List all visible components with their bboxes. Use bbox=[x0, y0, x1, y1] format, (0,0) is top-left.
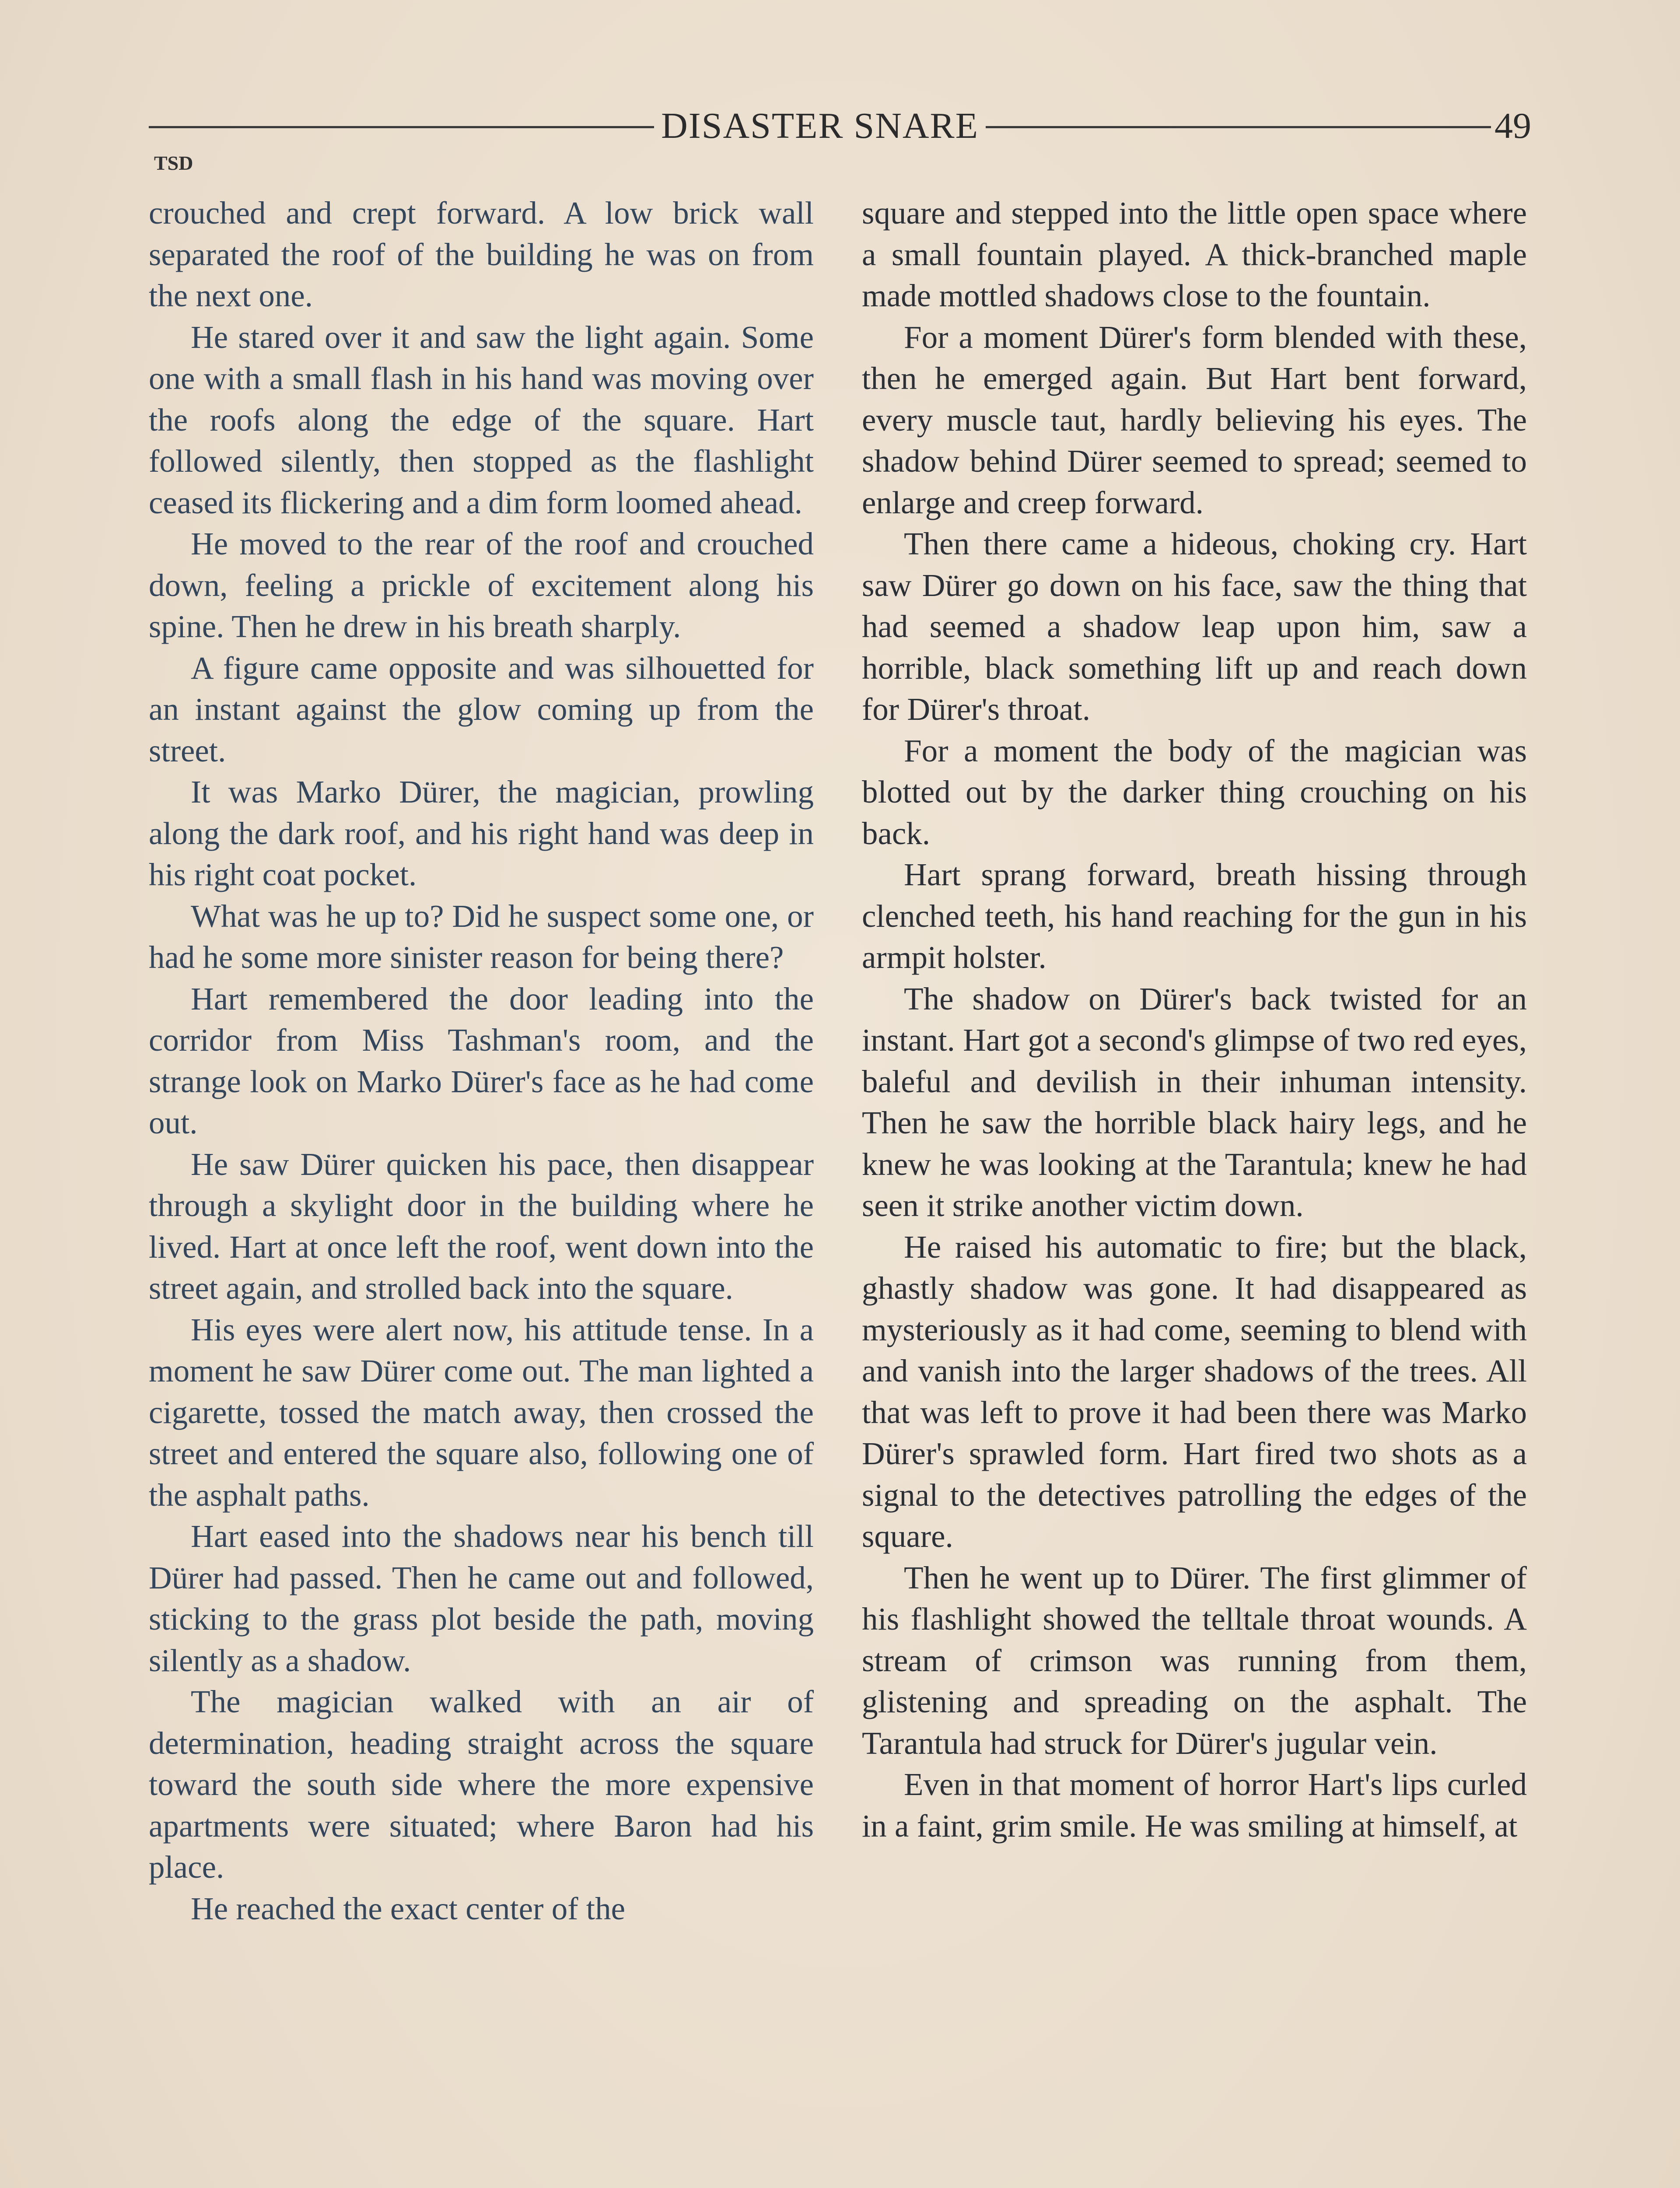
paragraph: He moved to the rear of the roof and crouched down, feeling a prickle of excitement along his spine. Then he drew in his breath sharply. bbox=[149, 526, 814, 644]
paragraph: A figure came opposite and was silhouetted for an instant against the glow coming up from the street. bbox=[149, 650, 814, 768]
paragraph: For a moment the body of the magician was blotted out by the darker thing crouching on his back. bbox=[862, 733, 1527, 851]
header-rule-right bbox=[986, 126, 1491, 128]
header-rule-left bbox=[149, 126, 654, 128]
paragraph: The shadow on Dürer's back twisted for an instant. Hart got a second's glimpse of two red eyes, baleful and devilish in their inhuman intensity. Then he saw the horrible black hairy legs, and he knew he was looking at the Tarantula; knew he had seen it strike another victim down. bbox=[862, 981, 1527, 1223]
paragraph: He stared over it and saw the light again. Some one with a small flash in his hand was moving over the roofs along the edge of the square. Hart followed silently, then stopped as the flashlight ceased its flickering and a dim form loomed ahead. bbox=[149, 319, 814, 520]
paragraph: Hart remembered the door leading into the corridor from Miss Tashman's room, and the strange look on Marko Dürer's face as he had come out. bbox=[149, 981, 814, 1140]
page-number: 49 bbox=[1494, 105, 1532, 146]
right-column bbox=[862, 193, 1527, 1847]
paragraph: It was Marko Dürer, the magician, prowling along the dark roof, and his right hand was deep in his right coat pocket. bbox=[149, 774, 814, 892]
paragraph: crouched and crept forward. A low brick wall separated the roof of the building he was on from the next one. bbox=[149, 195, 814, 313]
left-column bbox=[149, 193, 814, 1929]
paragraph: Then there came a hideous, choking cry. Hart saw Dürer go down on his face, saw the thing that had seemed a shadow leap upon him, saw a horrible, black something lift up and reach down for Dürer's throat. bbox=[862, 526, 1527, 727]
paragraph: Even in that moment of horror Hart's lips curled in a faint, grim smile. He was smiling at himself, at bbox=[862, 1767, 1527, 1844]
paragraph: Hart eased into the shadows near his bench till Dürer had passed. Then he came out and followed, sticking to the grass plot beside the path, moving silently as a shadow. bbox=[149, 1518, 814, 1678]
paragraph: His eyes were alert now, his attitude tense. In a moment he saw Dürer come out. The man lighted a cigarette, tossed the match away, then crossed the street and entered the square also, following one of the asphalt paths. bbox=[149, 1311, 814, 1513]
paragraph: He raised his automatic to fire; but the black, ghastly shadow was gone. It had disappeared as mysteriously as it had come, seeming to blend with and vanish into the larger shadows of the trees. All that was left to prove it had been there was Marko Dürer's sprawled form. Hart fired two shots as a signal to the detectives patrolling the edges of the square. bbox=[862, 1229, 1527, 1554]
paragraph: For a moment Dürer's form blended with these, then he emerged again. But Hart bent forward, every muscle taut, hardly believing his eyes. The shadow behind Dürer seemed to spread; seemed to enlarge and creep forward. bbox=[862, 319, 1527, 520]
paragraph: What was he up to? Did he suspect some one, or had he some more sinister reason for being there? bbox=[149, 898, 814, 975]
paragraph: Then he went up to Dürer. The first glimmer of his flashlight showed the telltale throat wounds. A stream of crimson was running from them, glistening and spreading on the asphalt. The Tarantula had struck for Dürer's jugular vein. bbox=[862, 1560, 1527, 1761]
paragraph: He reached the exact center of the bbox=[191, 1890, 625, 1926]
running-title: DISASTER SNARE bbox=[661, 105, 979, 146]
paragraph: square and stepped into the little open space where a small fountain played. A thick-branched maple made mottled shadows close to the fountain. bbox=[862, 195, 1527, 313]
signature-code: TSD bbox=[154, 152, 193, 174]
paragraph: The magician walked with an air of determination, heading straight across the square toward the south side where the more expensive apartments were situated; where Baron had his place. bbox=[149, 1684, 814, 1885]
running-header bbox=[149, 102, 1531, 150]
paragraph: He saw Dürer quicken his pace, then disappear through a skylight door in the building where he lived. Hart at once left the roof, went down into the street again, and strolled back into the square. bbox=[149, 1146, 814, 1306]
paragraph: Hart sprang forward, breath hissing through clenched teeth, his hand reaching for the gun in his armpit holster. bbox=[862, 857, 1527, 975]
